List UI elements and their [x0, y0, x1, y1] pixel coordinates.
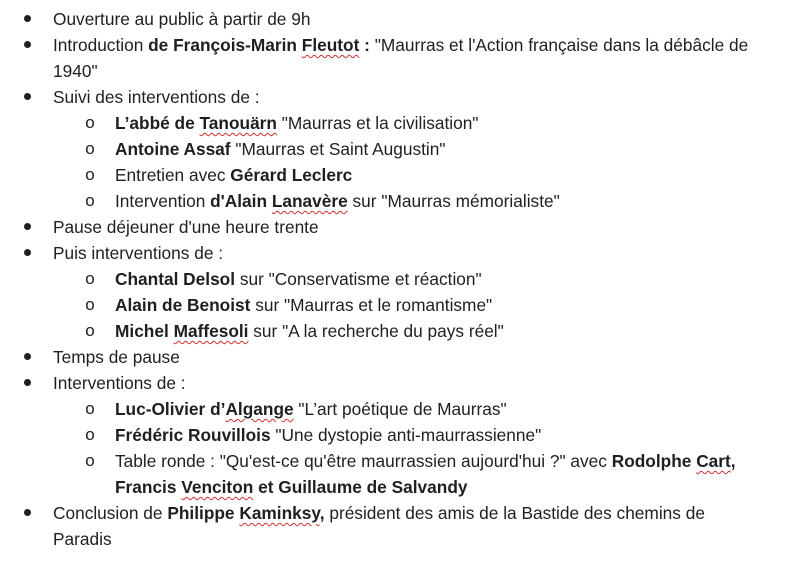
speaker-name: Michel Maffesoli [115, 321, 249, 341]
sub-bullet-icon: o [85, 399, 95, 418]
speaker-name: Frédéric Rouvillois [115, 425, 271, 445]
sub-bullet-icon: o [85, 139, 95, 158]
bullet-icon [20, 84, 34, 110]
sub-bullet-icon: o [85, 165, 95, 184]
speaker-name: Philippe Kaminksy, [167, 503, 325, 523]
item-prefix: Intervention [115, 191, 211, 211]
sub-item-lanavere [0, 188, 794, 214]
spellcheck-underline: Cart [696, 451, 731, 471]
talk-title: sur "Maurras et le romantisme" [250, 295, 493, 315]
list-item-break [0, 344, 794, 370]
spellcheck-underline: Algange [225, 399, 294, 419]
sub-bullet-icon: o [85, 191, 95, 210]
talk-title: "Une dystopie anti-maurrassienne" [270, 425, 542, 445]
spellcheck-underline: Lanavère [271, 191, 348, 211]
list-item-lunch [0, 214, 794, 240]
bullet-icon [20, 32, 34, 58]
bullet-icon [20, 500, 34, 526]
list-item-opening [0, 6, 794, 32]
talk-title: sur "Maurras mémorialiste" [347, 191, 560, 211]
speaker-name: L’abbé de Tanouärn [115, 113, 277, 133]
talk-title: "Maurras et la civilisation" [276, 113, 479, 133]
sub-item-leclerc [0, 162, 794, 188]
speaker-name: Chantal Delsol [115, 269, 236, 289]
talk-title: "L’art poétique de Maurras" [293, 399, 507, 419]
item-prefix: Conclusion de [53, 503, 168, 523]
sub-bullet-icon: o [85, 269, 95, 288]
sub-bullet-icon: o [85, 321, 95, 340]
list-item-introduction [0, 32, 794, 84]
sub-bullet-icon: o [85, 295, 95, 314]
sub-item-round-table [0, 448, 794, 500]
sub-bullet-icon: o [85, 113, 95, 132]
list-item-interventions-heading [0, 84, 794, 110]
list-item-interventions [0, 370, 794, 396]
list-item-then-interventions [0, 240, 794, 266]
speaker-name: Luc-Olivier d’Algange [115, 399, 294, 419]
spellcheck-underline: Fleutot [301, 35, 360, 55]
bullet-icon [20, 344, 34, 370]
speaker-name: Gérard Leclerc [230, 165, 353, 185]
sub-item-benoist [0, 292, 794, 318]
spellcheck-underline: Maffesoli [173, 321, 249, 341]
item-text: Suivi des interventions de : [53, 87, 260, 107]
speaker-name: Antoine Assaf [115, 139, 231, 159]
sub-item-tanouarn [0, 110, 794, 136]
sub-bullet-icon: o [85, 451, 95, 470]
talk-title: sur "A la recherche du pays réel" [248, 321, 504, 341]
item-prefix: Table ronde : "Qu'est-ce qu'être maurrassien aujourd'hui ?" avec [115, 451, 612, 471]
item-text: Temps de pause [53, 347, 180, 367]
spellcheck-underline: Tanouärn [199, 113, 277, 133]
sub-item-maffesoli [0, 318, 794, 344]
item-text: Puis interventions de : [53, 243, 224, 263]
item-prefix: Introduction [53, 35, 149, 55]
speaker-name: Alain de Benoist [115, 295, 251, 315]
sub-bullet-icon: o [85, 425, 95, 444]
talk-title: sur "Conservatisme et réaction" [235, 269, 482, 289]
document-body [0, 6, 794, 552]
bullet-icon [20, 370, 34, 396]
sub-item-assaf [0, 136, 794, 162]
sub-item-delsol [0, 266, 794, 292]
talk-title: "Maurras et l'Action française dans la débâcle de 1940" [53, 35, 749, 81]
sub-item-algange [0, 396, 794, 422]
talk-title: "Maurras et Saint Augustin" [230, 139, 446, 159]
item-text: Ouverture au public à partir de 9h [53, 9, 311, 29]
speaker-name: de François-Marin Fleutot : [148, 35, 370, 55]
bullet-icon [20, 214, 34, 240]
bullet-icon [20, 6, 34, 32]
item-prefix: Entretien avec [115, 165, 231, 185]
sub-item-rouvillois [0, 422, 794, 448]
bullet-icon [20, 240, 34, 266]
speaker-names: Rodolphe Cart, Francis Venciton et Guillaume de Salvandy [115, 451, 736, 497]
item-text: Pause déjeuner d'une heure trente [53, 217, 319, 237]
spellcheck-underline: Venciton [181, 477, 254, 497]
item-suffix: président des amis de la Bastide des chemins de Paradis [53, 503, 705, 549]
list-item-conclusion [0, 500, 794, 552]
speaker-name: d'Alain Lanavère [210, 191, 348, 211]
item-text: Interventions de : [53, 373, 186, 393]
spellcheck-underline: Kaminksy [239, 503, 320, 523]
